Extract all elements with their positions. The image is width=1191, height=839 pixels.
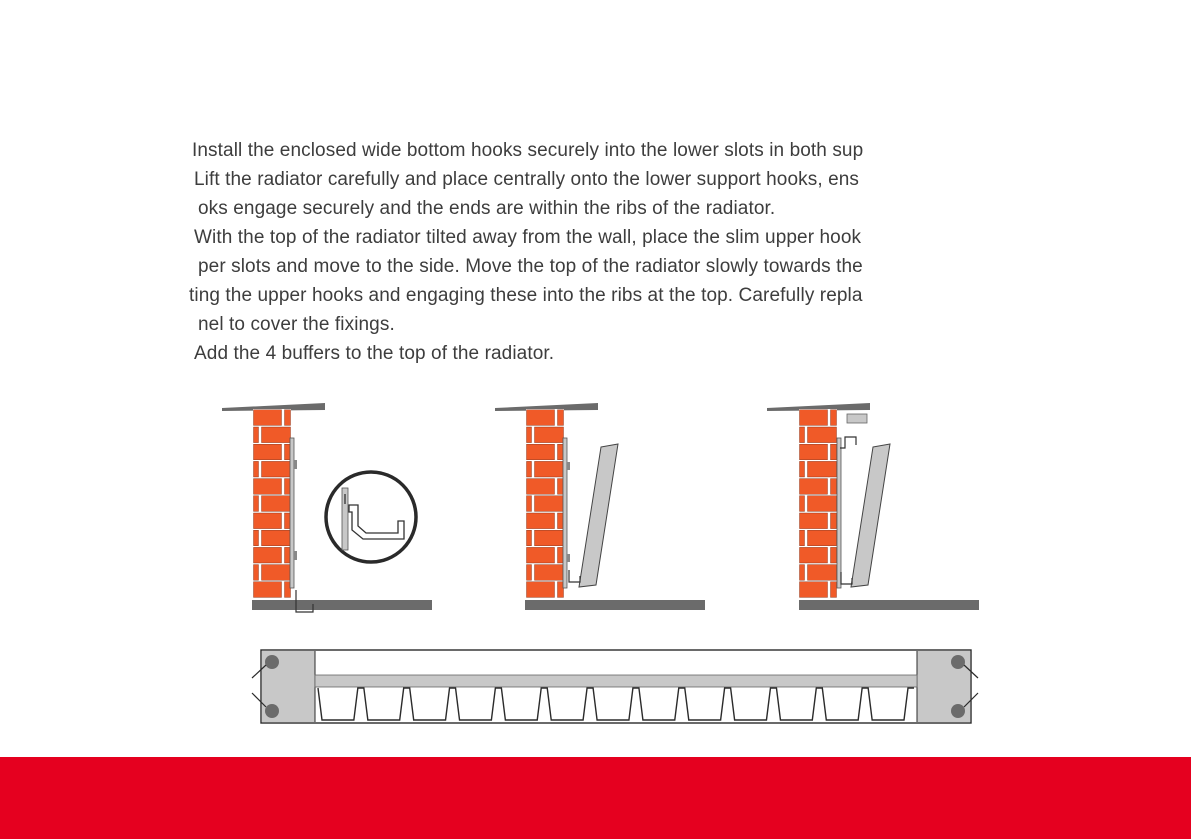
step-2-diagram <box>495 403 705 610</box>
brick <box>262 496 291 512</box>
brick <box>262 427 291 443</box>
brick <box>800 582 828 598</box>
wall-bracket <box>837 438 841 588</box>
brick <box>535 461 564 477</box>
wall-bracket <box>563 438 567 588</box>
brick <box>535 496 564 512</box>
brick <box>254 530 259 546</box>
brick <box>800 410 828 426</box>
brick <box>831 479 837 495</box>
brick <box>527 565 532 581</box>
instruction-line-8: Add the 4 buffers to the top of the radiator. <box>194 343 555 364</box>
brick <box>254 444 282 460</box>
brick <box>254 582 282 598</box>
brick <box>254 410 282 426</box>
brick <box>558 513 564 529</box>
brick <box>558 479 564 495</box>
buffer-top-left <box>265 655 279 669</box>
brick <box>527 513 555 529</box>
brick <box>800 547 828 563</box>
radiator-front-view <box>252 650 978 723</box>
floor-slab <box>525 600 705 610</box>
brick <box>254 496 259 512</box>
brick <box>558 410 564 426</box>
lower-slot <box>567 554 570 562</box>
brick <box>808 427 837 443</box>
brick <box>262 565 291 581</box>
brick <box>527 444 555 460</box>
brick <box>527 530 532 546</box>
instruction-line-1: Install the enclosed wide bottom hooks securely into the lower slots in both sup <box>192 140 864 161</box>
brick <box>262 530 291 546</box>
brick <box>254 479 282 495</box>
brick <box>808 565 837 581</box>
brick <box>808 496 837 512</box>
buffer-bottom-left <box>265 704 279 718</box>
installation-instructions <box>0 138 1191 378</box>
brick-wall <box>253 409 291 598</box>
wall-bracket <box>290 438 294 588</box>
brick <box>254 513 282 529</box>
brick <box>285 410 291 426</box>
brick <box>800 479 828 495</box>
brick <box>535 427 564 443</box>
footer-bar <box>0 757 1191 839</box>
brick <box>831 444 837 460</box>
brick <box>800 530 805 546</box>
brick <box>831 410 837 426</box>
brick <box>527 496 532 512</box>
tilted-radiator <box>851 444 890 587</box>
bottom-hook <box>569 570 580 582</box>
upper-hook <box>840 437 856 448</box>
brick <box>831 513 837 529</box>
brick <box>535 530 564 546</box>
instruction-line-4: With the top of the radiator tilted away from the wall, place the slim upper hook <box>194 227 862 248</box>
brick <box>808 461 837 477</box>
brick <box>800 427 805 443</box>
installation-diagram <box>0 390 1191 735</box>
instruction-line-3: oks engage securely and the ends are within the ribs of the radiator. <box>198 198 776 219</box>
tilted-radiator <box>579 444 618 587</box>
buffer-bottom-right <box>951 704 965 718</box>
brick <box>254 565 259 581</box>
floor-slab <box>799 600 979 610</box>
brick <box>558 582 564 598</box>
brick <box>527 410 555 426</box>
brick <box>831 582 837 598</box>
brick <box>527 427 532 443</box>
brick <box>527 461 532 477</box>
brick <box>800 444 828 460</box>
brick <box>535 565 564 581</box>
brick <box>800 513 828 529</box>
brick-wall <box>526 409 564 598</box>
brick <box>558 444 564 460</box>
brick <box>800 461 805 477</box>
step-1-diagram <box>222 403 432 612</box>
brick <box>800 565 805 581</box>
brick <box>558 547 564 563</box>
bottom-hook <box>841 572 852 584</box>
buffer-pad <box>847 414 867 423</box>
brick <box>808 530 837 546</box>
brick <box>800 496 805 512</box>
brick <box>527 479 555 495</box>
brick <box>254 461 259 477</box>
floor-slab <box>252 600 432 610</box>
brick <box>527 582 555 598</box>
brick <box>831 547 837 563</box>
step-3-diagram <box>767 403 979 610</box>
instruction-line-6: ting the upper hooks and engaging these into the ribs at the top. Carefully repla <box>189 285 863 306</box>
brick-wall <box>799 409 837 598</box>
instruction-line-5: per slots and move to the side. Move the top of the radiator slowly towards the <box>198 256 863 277</box>
hook-detail-magnifier <box>326 472 416 562</box>
brick <box>254 547 282 563</box>
brick <box>527 547 555 563</box>
top-rail <box>315 675 917 687</box>
brick <box>262 461 291 477</box>
upper-slot <box>294 460 297 469</box>
brick <box>254 427 259 443</box>
instruction-line-2: Lift the radiator carefully and place centrally onto the lower support hooks, ens <box>194 169 860 190</box>
instruction-line-7: nel to cover the fixings. <box>198 314 395 335</box>
upper-slot <box>567 462 570 470</box>
buffer-top-right <box>951 655 965 669</box>
lower-slot <box>294 551 297 560</box>
